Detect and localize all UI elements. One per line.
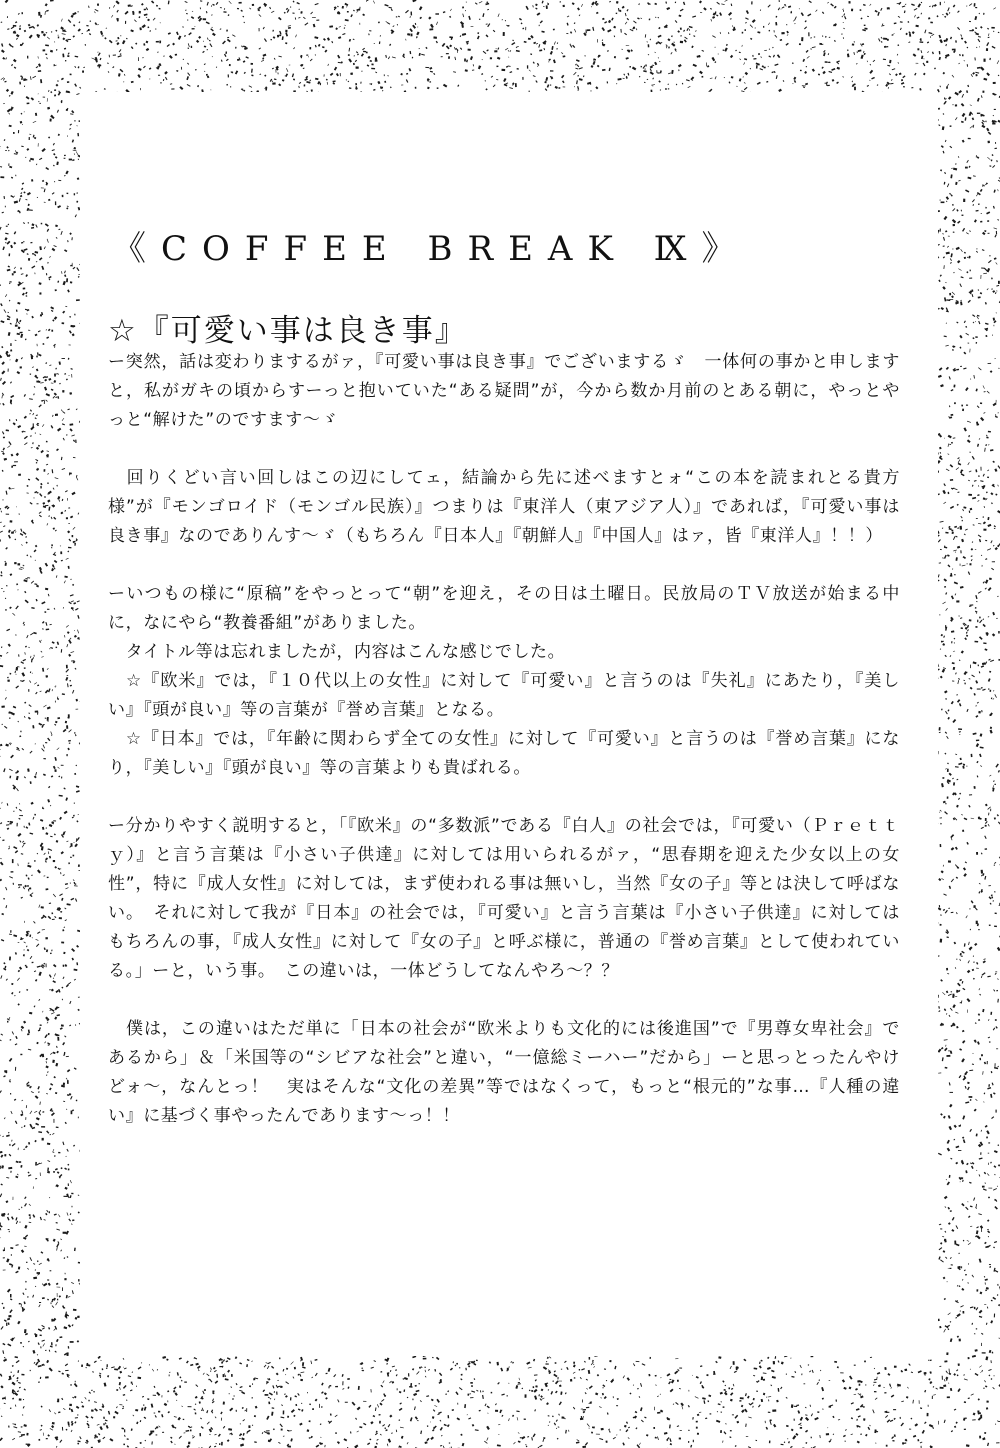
paragraph: ☆『日本』では，『年齢に関わらず全ての女性』に対して『可愛い』と言うのは『誉め言葉』になり，『美しい』『頭が良い』等の言葉よりも貴ばれる。 [108,729,900,778]
paragraph: 回りくどい言い回しはこの辺にしてェ，結論から先に述べますとォ“この本を読まれとる貴方様”が『モンゴロイド（モンゴル民族）』つまりは『東洋人（東アジア人）』であれば，『可愛い事は良き事』なのでありんす〜ゞ（もちろん『日本人』『朝鮮人』『中国人』はァ，皆『東洋人』！！） [108,468,900,546]
paragraph-gap [108,551,900,580]
article-body [108,348,900,1131]
paragraph: 僕は，この違いはただ単に「日本の社会が“欧米よりも文化的には後進国”で『男尊女卑社会』であるから」＆「米国等の“シビアな社会”と違い，“一億総ミーハー”だから」ーと思っとったんやけどォ〜，なんとっ！ 実はそんな“文化の差異”等ではなくって，もっと“根元的”な事…『人種の違い』に基づく事やったんであります〜っ！！ [108,1019,900,1126]
page-title: 《COFFEE BREAK Ⅸ》 [112,229,751,269]
paragraph: タイトル等は忘れましたが，内容はこんな感じでした。 [108,642,566,662]
paragraph: ー分かりやすく説明すると，「『欧米』の“多数派”である『白人』の社会では，『可愛い（Ｐｒｅｔｔｙ）』と言う言葉は『小さい子供達』に対しては用いられるがァ，“思春期を迎えた少女以上の女性”，特に『成人女性』に対しては，まず使われる事は無いし，当然『女の子』等とは決して呼ばない。 それに対して我が『日本』の社会では，『可愛い』と言う言葉は『小さい子供達』に対してはもちろんの事，『成人女性』に対して『女の子』と呼ぶ様に，普通の『誉め言葉』として使われている。」ーと，いう事。 この違いは，一体どうしてなんやろ〜？？ [108,816,900,981]
paragraph: ☆『欧米』では，『１０代以上の女性』に対して『可愛い』と言うのは『失礼』にあたり，『美しい』『頭が良い』等の言葉が『誉め言葉』となる。 [108,671,900,720]
section-heading: ☆『可愛い事は良き事』 [108,313,468,349]
paragraph-gap [108,435,900,464]
paragraph: ー突然，話は変わりまするがァ，『可愛い事は良き事』でございまするゞ 一体何の事かと申しますと，私がガキの頃からすーっと抱いていた“ある疑問”が，今から数か月前のとある朝に，やっとやっと“解けた”のですます〜ゞ [108,352,901,430]
paragraph-gap [108,986,900,1015]
paragraph-gap [108,783,900,812]
paragraph: ーいつもの様に“原稿”をやっとって“朝”を迎え，その日は土曜日。民放局のＴＶ放送が始まる中に，なにやら“教養番組”がありました。 [108,584,900,633]
